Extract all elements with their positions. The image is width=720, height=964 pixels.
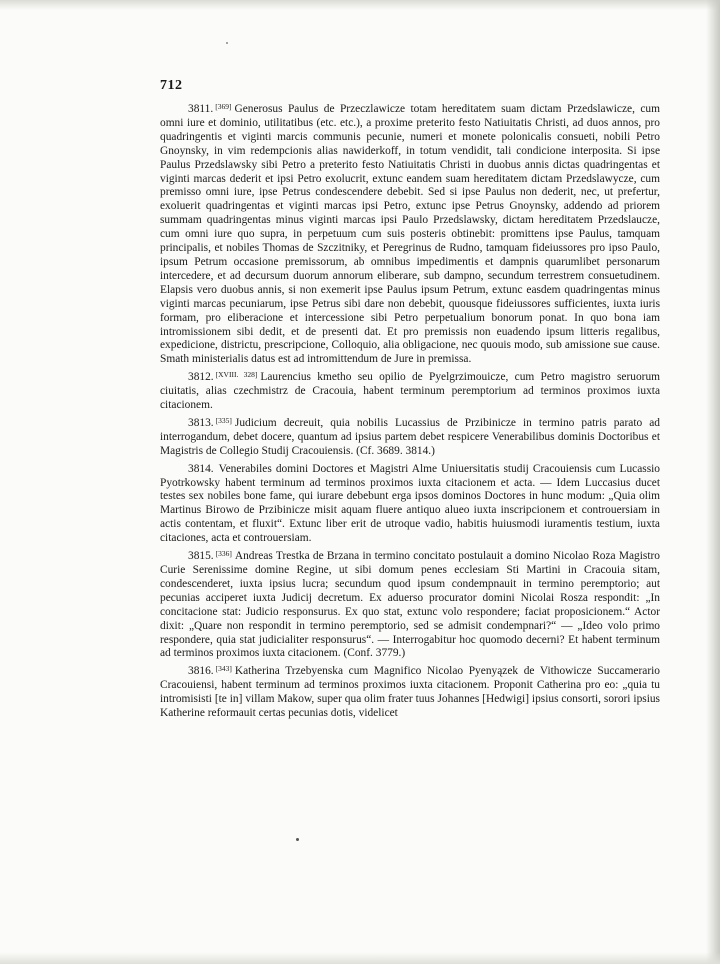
entry-number: 3812. xyxy=(188,371,214,384)
source-reference: [336] xyxy=(215,549,232,559)
source-reference: [335] xyxy=(215,415,232,425)
entry-3815 xyxy=(160,547,660,661)
scan-edge-bottom xyxy=(0,952,720,964)
entry-3814 xyxy=(160,460,660,546)
source-reference: [XVIII. 328] xyxy=(215,370,258,380)
page-number: 712 xyxy=(160,78,183,93)
entry-text: Generosus Paulus de Przeczlawicze totam hereditatem suam dictam Przedslawicze, cum omni iure et dominio, utilitatibus (etc. etc.), a proxime preterito festo Natiuitatis Christi, ad duos annos, pro quadringentis et viginti marcis communis pecunie, numeri et monete polonicalis consueti, nobili Petro Gnoynsky, in vim redempcionis alias nawiderkoff, in totum vendidit, tali condicione interposita. Si ipse Paulus Przedslawsky sibi Petro a preterito festo Natiuitatis Christi in duobus annis dictas quadringentas et viginti marcas dederit et ipsi Petro exolucrit, extunc eandem suam hereditatem dictam Przedslawycze, cum premisso omni iure, ipse Petrus condescendere debebit. Sed si ipse Paulus non dederit, nec, ut prefertur, exoluerit quadringentas et viginti marcas ipsi Petro, extunc ipse Petrus Gnoynsky, addendo ad priorem summam quadringentas minus viginti marcas ipsi Paulo Przedslawsky, dictam hereditatem Przedslaucze, cum omni iure quo supra, in perpetuum cum suis posteris obtinebit: promittens ipse Paulus, tamquam principalis, et nobiles Thomas de Szczitniky, et Peregrinus de Rudno, tamquam fideiussores pro ipso Paulo, ipsum Petrum occasione premissorum, ab omnibus impedimentis et dampnis quarumlibet personarum intercedere, et ad decursum duorum annorum eliberare, sub dampno, secundum terrestrem consuetudinem. Elapsis vero duobus annis, si non exemerit ipse Paulus ipsum Petrum, extunc easdem quadringentas minus viginti marcas pecuniarum, ipse Petrus sibi dare non debebit, quousque fideiussores sufficientes, iuxta iuris formam, pro eliberacione et intercessione sibi Petro perpetualium bonorum ponat. In quo bona iam intromissionem sibi dedit, et de presenti dat. Et pro premissis non euadendo ipsum litteris regalibus, expedicione, districtu, prescripcione, Colloquio, alia obligacione, nec quouis modo, sub amissione sue cause. Smath ministerialis datus est ad intromittendum de Jure in premissa. xyxy=(160,103,660,366)
entry-text: Katherina Trzebyenska cum Magnifico Nicolao Pyenyązek de Vithowicze Succamerario Cracouiensi, habent terminum ad terminos proximos iuxta citacionem. Proponit Catherina pro eo: „quia tu intromisisti [te in] villam Makow, super qua olim frater tuus Johannes [Hedwigi] ipsius consorti, sorori ipsius Katherine reformauit certas pecunias dotis, videlicet xyxy=(160,665,660,720)
source-reference: [343] xyxy=(215,664,232,674)
entry-number: 3816. xyxy=(188,665,214,678)
scan-edge-right xyxy=(706,0,720,964)
entry-number: 3813. xyxy=(188,416,214,429)
entry-3813 xyxy=(160,414,660,459)
scan-speck xyxy=(226,42,228,44)
entry-text: Judicium decreuit, quia nobilis Lucassius de Przibinicze in termino patris parato ad interrogandum, debet docere, quantum ad ipsius partem debet respicere Venerabilibus dominis Doctoribus et Magistris de Collegio Studij Cracouiensis. (Cf. 3689. 3814.) xyxy=(160,416,660,457)
entry-3812 xyxy=(160,368,660,413)
entry-text: Andreas Trestka de Brzana in termino concitato postulauit a domino Nicolao Roza Magistro Curie Serenissime domine Regine, ut sibi domum penes ecclesiam Sti Martini in Cracouia sitam, condescenderet, iuxta ipsius lucra; secundum quod ipsum condempnauit in termino peremptorio; aut pecunias acciperet iuxta Judicij decretum. Ex aduerso procurator domini Nicolai Rosza respondit: „In concitacione stat: Judicio responsurus. Ex quo stat, extunc volo respondere; faciat proposicionem.“ Actor dixit: „Quare non respondit in termino peremptorio, sed se admisit condempnari?“ — „Ideo volo primo respondere, quia stat judicialiter responsurus“. — Interrogabitur hoc quomodo decerni? Et habent terminum ad terminos proximos iuxta citacionem. (Conf. 3779.) xyxy=(160,550,660,660)
entry-3811 xyxy=(160,100,660,367)
entry-3816 xyxy=(160,662,660,721)
entry-text: Venerabiles domini Doctores et Magistri Alme Uniuersitatis studij Cracouiensis cum Lucassio Pyotrkowsky habent terminum ad terminos proximos iuxta citacionem et acta. — Idem Luccasius ducet testes sex nobiles bone fame, qui iurare debebunt erga ipsos dominos Doctores in hunc modum: „Quia olim Martinus Birowo de Przibinicze misit aquam fluere antiquo alueo iuxta inscripcionem et controuersiam in actis contentam, et fluxit“. Extunc liber erit de utroque vadio, habitis huiusmodi iuramentis testium, iuxta citaciones, acta et controuersiam. xyxy=(160,462,660,545)
entry-number: 3815. xyxy=(188,550,214,563)
entry-number: 3811. xyxy=(188,103,214,115)
scan-edge-top xyxy=(0,0,720,10)
entry-number: 3814. xyxy=(188,462,214,475)
entry-text: Laurencius kmetho seu opilio de Pyelgrzimouicze, cum Petro magistro seruorum ciuitatis, alias czechmistrz de Cracouia, habent terminum peremptorium ad terminos proximos iuxta citacionem. xyxy=(160,371,660,412)
source-reference: [369] xyxy=(215,102,232,111)
document-body xyxy=(160,100,660,722)
scan-speck xyxy=(296,838,299,841)
